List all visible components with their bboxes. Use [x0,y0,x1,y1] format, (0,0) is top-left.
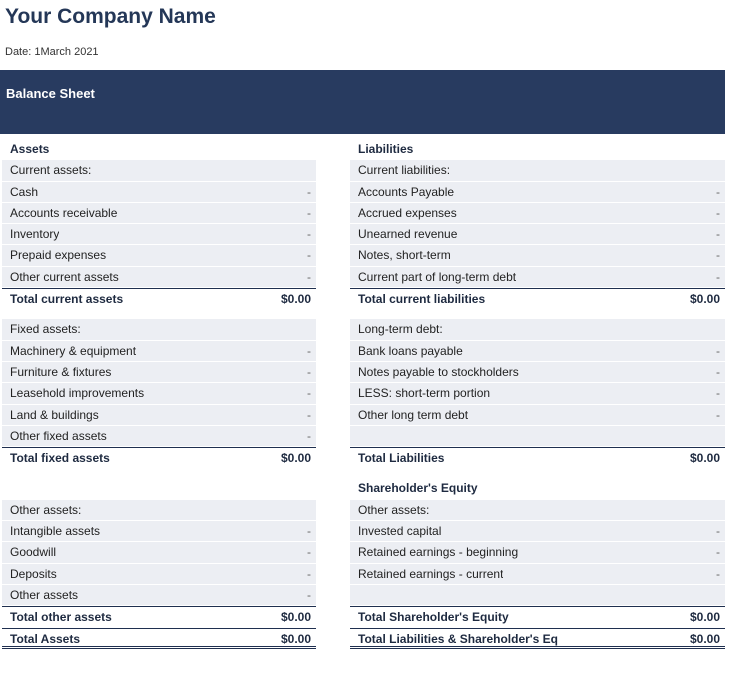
grand-total-value: $0.00 [280,631,311,646]
liability-value[interactable]: - [716,248,720,263]
asset-value[interactable]: - [307,184,311,199]
current-liabilities-heading: Current liabilities: [358,163,451,178]
grand-total-value: $0.00 [689,631,720,646]
liability-value[interactable]: - [716,386,720,401]
asset-value[interactable]: - [307,227,311,242]
equity-value[interactable]: - [716,566,720,581]
equity-row[interactable] [350,542,725,563]
asset-label: Inventory [10,227,60,242]
asset-row[interactable] [2,245,316,266]
asset-value[interactable]: - [307,587,311,602]
asset-value[interactable]: - [307,248,311,263]
equity-header-row [350,500,725,521]
asset-label: Other current assets [10,269,119,284]
asset-label: Intangible assets [10,524,101,539]
other-assets-header-row [2,500,316,521]
other-assets-heading: Other assets: [10,502,82,517]
asset-row[interactable] [2,405,316,426]
date-label: Date: 1March 2021 [5,46,99,58]
total-label: Total current assets [10,292,124,307]
equity-row[interactable] [350,521,725,542]
liability-label: Unearned revenue [358,227,458,242]
assets-column [2,139,316,649]
liability-row[interactable] [350,383,725,404]
liability-row[interactable] [350,405,725,426]
long-term-debt-header-row [350,319,725,340]
equity-row-empty[interactable] [350,585,725,606]
asset-value[interactable]: - [307,205,311,220]
asset-label: Cash [10,184,39,199]
liability-row[interactable] [350,203,725,224]
liability-value[interactable]: - [716,184,720,199]
asset-label: Prepaid expenses [10,248,107,263]
company-name: Your Company Name [5,5,216,28]
asset-value[interactable]: - [307,545,311,560]
total-label: Total fixed assets [10,451,110,466]
liability-value[interactable]: - [716,269,720,284]
asset-label: Furniture & fixtures [10,364,112,379]
equity-heading: Other assets: [358,502,430,517]
equity-label: Retained earnings - beginning [358,545,519,560]
asset-label: Other assets [10,587,79,602]
liabilities-column [350,139,725,649]
asset-row[interactable] [2,383,316,404]
liability-label: Accrued expenses [358,205,457,220]
asset-row[interactable] [2,182,316,203]
liability-label: LESS: short-term portion [358,386,491,401]
asset-value[interactable]: - [307,364,311,379]
asset-row[interactable] [2,542,316,563]
asset-row[interactable] [2,224,316,245]
liability-row[interactable] [350,245,725,266]
liabilities-title: Liabilities [358,142,414,156]
asset-label: Deposits [10,566,57,581]
equity-heading-row [350,478,725,499]
fixed-assets-heading: Fixed assets: [10,322,81,337]
equity-row[interactable] [350,564,725,585]
fixed-assets-header-row [2,319,316,340]
asset-value[interactable]: - [307,566,311,581]
liability-label: Current part of long-term debt [358,269,517,284]
total-fixed-assets-row [2,447,316,468]
asset-label: Goodwill [10,545,57,560]
total-label: Total Liabilities [358,451,445,466]
liabilities-heading [350,139,725,160]
asset-row[interactable] [2,203,316,224]
equity-value[interactable]: - [716,524,720,539]
liability-value[interactable]: - [716,205,720,220]
assets-title: Assets [10,142,50,156]
asset-label: Accounts receivable [10,205,118,220]
total-other-assets-row [2,606,316,627]
total-label: Total current liabilities [358,292,486,307]
current-assets-header-row [2,160,316,181]
liability-row[interactable] [350,224,725,245]
liability-value[interactable]: - [716,407,720,422]
asset-value[interactable]: - [307,343,311,358]
asset-value[interactable]: - [307,269,311,284]
liability-label: Other long term debt [358,407,469,422]
asset-row[interactable] [2,521,316,542]
liability-value[interactable]: - [716,364,720,379]
total-current-liabilities-row [350,288,725,309]
liability-row[interactable] [350,341,725,362]
asset-value[interactable]: - [307,428,311,443]
grand-total-label: Total Liabilities & Shareholder's Eq [358,631,559,646]
liability-row[interactable] [350,182,725,203]
liability-value[interactable]: - [716,343,720,358]
equity-label: Retained earnings - current [358,566,504,581]
equity-value[interactable]: - [716,545,720,560]
total-equity-row [350,606,725,627]
asset-row[interactable] [2,585,316,606]
total-label: Total Shareholder's Equity [358,610,509,625]
total-value: $0.00 [689,610,720,625]
liability-label: Notes, short-term [358,248,451,263]
current-liabilities-header-row [350,160,725,181]
total-value: $0.00 [689,292,720,307]
liability-value[interactable]: - [716,227,720,242]
total-value: $0.00 [280,292,311,307]
asset-row[interactable] [2,362,316,383]
liability-label: Notes payable to stockholders [358,364,519,379]
total-assets-row [2,628,316,649]
asset-value[interactable]: - [307,386,311,401]
grand-total-label: Total Assets [10,631,81,646]
total-liabilities-row [350,447,725,468]
asset-value[interactable]: - [307,407,311,422]
banner-title: Balance Sheet [6,86,95,101]
liability-row[interactable] [350,362,725,383]
asset-row[interactable] [2,426,316,447]
current-assets-heading: Current assets: [10,163,92,178]
total-value: $0.00 [280,610,311,625]
assets-heading [2,139,316,160]
asset-row[interactable] [2,564,316,585]
equity-label: Invested capital [358,524,442,539]
asset-row[interactable] [2,267,316,288]
asset-value[interactable]: - [307,524,311,539]
asset-label: Land & buildings [10,407,99,422]
liability-label: Accounts Payable [358,184,455,199]
total-value: $0.00 [280,451,311,466]
total-liabilities-equity-row [350,628,725,649]
total-label: Total other assets [10,610,112,625]
liability-row[interactable] [350,267,725,288]
equity-title: Shareholder's Equity [358,481,478,496]
asset-label: Machinery & equipment [10,343,137,358]
asset-label: Leasehold improvements [10,386,145,401]
long-term-debt-heading: Long-term debt: [358,322,443,337]
asset-label: Other fixed assets [10,428,107,443]
asset-row[interactable] [2,341,316,362]
liability-label: Bank loans payable [358,343,463,358]
total-value: $0.00 [689,451,720,466]
liability-row-empty[interactable] [350,426,725,447]
total-current-assets-row [2,288,316,309]
balance-sheet-banner [0,70,725,134]
